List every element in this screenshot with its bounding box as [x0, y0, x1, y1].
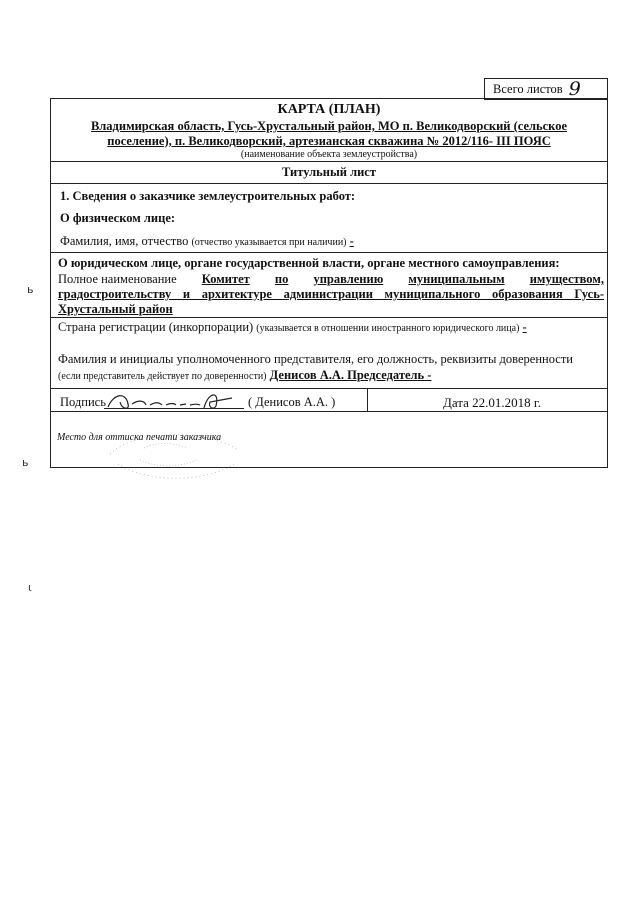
fullname-row1 [58, 272, 604, 287]
signature-name: ( Денисов А.А. ) [248, 395, 336, 409]
divider [50, 161, 608, 162]
fullname-word: имуществом, [529, 272, 604, 286]
country-value: - [522, 320, 527, 334]
object-name-line2: поселение), п. Великодворский, артезианская скважина № 2012/116- III ПОЯС [107, 134, 551, 148]
divider [50, 183, 608, 184]
signature-date: Дата 22.01.2018 г. [443, 395, 542, 410]
signature-date-divider [367, 388, 368, 411]
person-fio-value: - [349, 234, 354, 248]
sheet-count-label: Всего листов [493, 81, 563, 96]
document-title: КАРТА (ПЛАН) [277, 102, 381, 117]
object-name-caption: (наименование объекта землеустройства) [240, 149, 418, 160]
country-row [58, 320, 527, 335]
divider [50, 411, 608, 412]
person-fio-row [60, 234, 354, 249]
country-label: Страна регистрации (инкорпорации) [58, 320, 254, 334]
fullname-label: Полное наименование [58, 272, 177, 286]
country-note: (указывается в отношении иностранного юридического лица) [256, 323, 520, 334]
rep-label: Фамилия и инициалы уполномоченного представителя, его должность, реквизиты доверенности [58, 352, 573, 366]
rep-row [58, 368, 431, 383]
divider [50, 317, 608, 318]
section1-heading: 1. Сведения о заказчике землеустроительных работ: [60, 189, 356, 203]
sheet-count-value: 9 [568, 78, 581, 100]
fullname-line2: градостроительству и архитектуре администрации муниципального образования Гусь- [58, 287, 604, 301]
signature-label: Подпись [60, 395, 106, 409]
fullname-line3: Хрустальный район [58, 302, 173, 316]
fullname-word: Комитет [201, 272, 250, 286]
fullname-word: по [274, 272, 289, 286]
person-fio-note: (отчество указывается при наличии) [191, 237, 347, 248]
fullname-word: управлению [313, 272, 384, 286]
legal-heading: О юридическом лице, органе государственной власти, органе местного самоуправления: [58, 256, 560, 270]
object-name-line1: Владимирская область, Гусь-Хрустальный район, МО п. Великодворский (сельское [90, 119, 568, 133]
rep-value: Денисов А.А. Председатель - [269, 368, 432, 382]
person-fio-label: Фамилия, имя, отчество [60, 234, 189, 248]
person-heading: О физическом лице: [60, 211, 176, 225]
fullname-word: муниципальным [408, 272, 505, 286]
sheet-count-box [484, 78, 608, 100]
margin-mark: ь [27, 283, 34, 296]
divider [50, 252, 608, 253]
stamp-impression [104, 424, 244, 488]
margin-mark: ι [28, 581, 32, 594]
stamp-label: Место для оттиска печати заказчика [57, 432, 222, 443]
margin-mark: ь [22, 456, 29, 469]
rep-note: (если представитель действует по доверенности) [58, 371, 267, 382]
title-sheet-heading: Титульный лист [282, 165, 376, 179]
